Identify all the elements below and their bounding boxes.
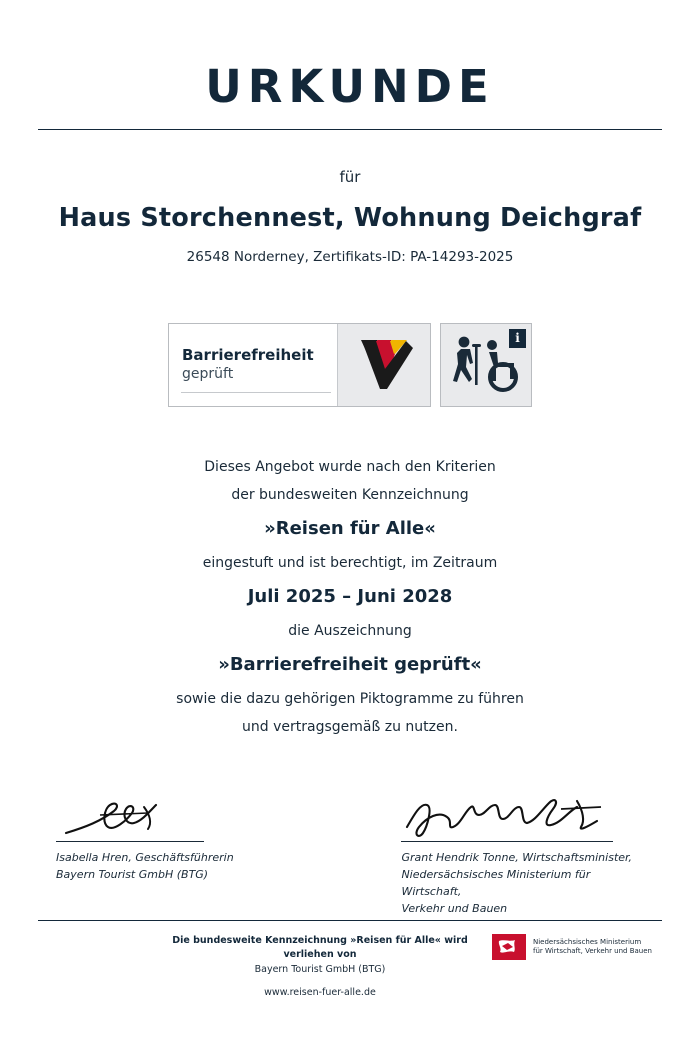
footer-divider: [38, 920, 662, 921]
signature-block: [38, 793, 662, 917]
signature-caption-right: [401, 849, 644, 917]
seal-label: [169, 324, 337, 406]
signature-right: [349, 793, 644, 917]
signature-line-left: [56, 841, 204, 842]
footer: [38, 934, 662, 1000]
body-emphasis-2: Juli 2025 – Juni 2028: [247, 585, 453, 607]
footer-text: [38, 934, 492, 1000]
signature-caption-right-line3: Verkehr und Bauen: [401, 901, 508, 915]
certificate-page: [0, 62, 700, 1051]
accessibility-pictogram: [440, 323, 532, 407]
niedersachsen-coat-of-arms-icon: [492, 934, 526, 960]
body-emphasis-1: »Reisen für Alle«: [264, 517, 436, 539]
ministry-logo: [492, 934, 662, 960]
footer-line-2: Bayern Tourist GmbH (BTG): [254, 963, 386, 975]
signature-caption-right-line1: Grant Hendrik Tonne, Wirtschaftsminister,: [401, 850, 633, 864]
body-line-3: eingestuft und ist berechtigt, im Zeitraum: [202, 554, 498, 571]
body-line-1: Dieses Angebot wurde nach den Kriterien: [204, 458, 496, 475]
signature-caption-left: [56, 849, 349, 883]
body-line-2: der bundesweiten Kennzeichnung: [231, 486, 469, 503]
certificate-body: [38, 453, 662, 741]
signature-caption-left-line2: Bayern Tourist GmbH (BTG): [56, 867, 209, 881]
signature-isabella-hren-icon: [56, 793, 206, 839]
page-title: URKUNDE: [205, 60, 495, 113]
signature-line-right: [401, 841, 613, 842]
info-badge: i: [509, 329, 526, 348]
for-label: für: [339, 167, 361, 186]
footer-line-1: Die bundesweite Kennzeichnung »Reisen für Alle« wird verliehen von: [172, 935, 468, 961]
ministry-line-2: für Wirtschaft, Verkehr und Bauen: [533, 947, 652, 955]
recipient-name: Haus Storchennest, Wohnung Deichgraf: [58, 202, 642, 233]
ministry-line-1: Niedersächsisches Ministerium: [533, 937, 642, 946]
signature-grant-hendrik-tonne-icon: [401, 793, 616, 839]
body-emphasis-3: »Barrierefreiheit geprüft«: [218, 653, 482, 675]
body-line-4: die Auszeichnung: [288, 622, 412, 639]
seal-label-line1: Barrierefreiheit: [182, 346, 314, 365]
title-divider: [38, 129, 662, 130]
signature-left: [56, 793, 349, 917]
signature-caption-right-line2: Niedersächsisches Ministerium für Wirtschaft,: [401, 867, 591, 898]
checkmark-svg: [347, 334, 421, 396]
certification-seal: [38, 323, 662, 407]
body-line-5: sowie die dazu gehörigen Piktogramme zu führen: [176, 690, 524, 707]
seal-label-line2: geprüft: [182, 365, 234, 382]
barrierefreiheit-geprueft-logo: [168, 323, 431, 407]
ministry-text: [533, 938, 652, 957]
signature-caption-left-line1: Isabella Hren, Geschäftsführerin: [56, 850, 234, 864]
body-line-6: und vertragsgemäß zu nutzen.: [242, 718, 458, 735]
recipient-details: 26548 Norderney, Zertifikats-ID: PA-14293-2025: [186, 248, 514, 265]
footer-website[interactable]: www.reisen-fuer-alle.de: [264, 986, 376, 998]
german-flag-checkmark-icon: [337, 324, 430, 406]
